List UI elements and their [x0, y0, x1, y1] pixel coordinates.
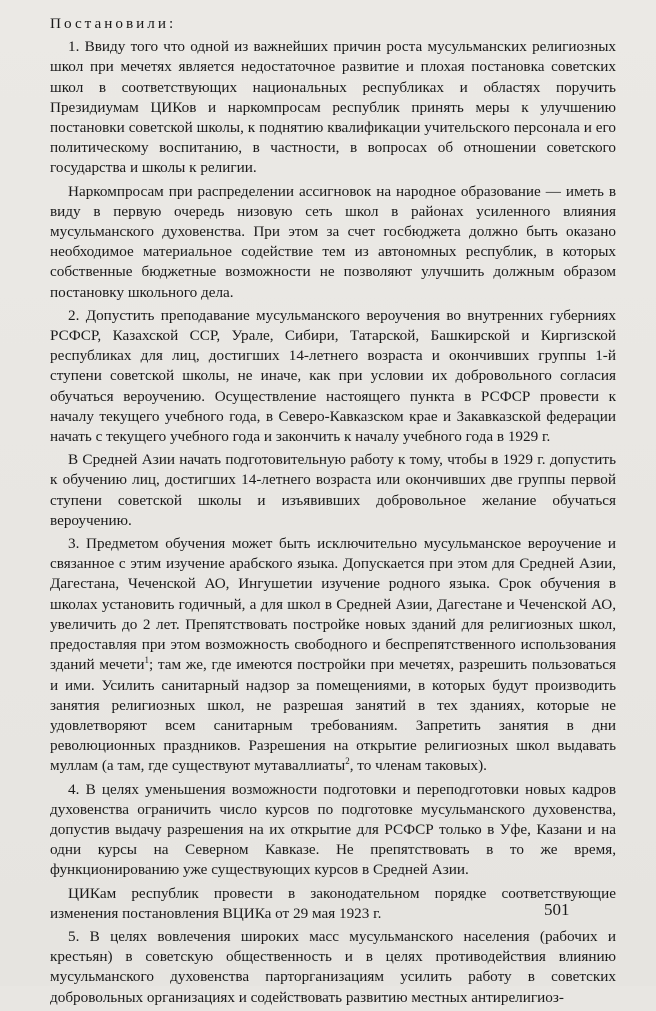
paragraph-3: 2. Допустить преподавание мусульманского вероучения во внутренних губерниях РСФСР, Казахской ССР, Урале, Сибири, Татарской, Башкирской и Киргизской республиках для лиц, достигших 14-летнего возраста и окончивших группы 1-й ступени советской школы, не иначе, как при условии их добровольного согласия обучаться вероучению. Осуществление настоящего пункта в РСФСР провести к началу текущего учебного года, в Северо-Кавказском крае и Закавказской федерации начать с текущего учебного года и закончить к началу учебного года в 1929 г.: [50, 306, 616, 446]
page-number: 501: [544, 900, 570, 919]
paragraph-7: ЦИКам республик провести в законодательном порядке соответствующие изменения постановления ВЦИКа от 29 мая 1923 г.: [50, 884, 616, 922]
paragraph-5: [50, 534, 616, 776]
document-body: [50, 14, 616, 1011]
paragraph-8: 5. В целях вовлечения широких масс мусульманского населения (рабочих и крестьян) в советскую общественность и в целях противодействия влиянию мусульманского духовенства парторганизациям усилить работу в советских добровольных организациях и содействовать развитию местных антирелигиоз-: [50, 927, 616, 1006]
footnote-ref-1: 1: [144, 655, 149, 666]
paragraph-5-part-a: 3. Предметом обучения может быть исключительно мусульманское вероучение и связанное с этим изучение арабского языка. Допускается при этом для Средней Азии, Дагестана, Чеченской АО, Ингушетии изучение родного языка. Срок обучения в школах установить годичный, а для школ в Средней Азии, Дагестане и Чеченской АО, увеличить до 2 лет. Препятствовать постройке новых зданий для религиозных школ, предоставляя при этом возможность свободного и беспрепятственного использования зданий мечети: [50, 535, 616, 674]
paragraph-5-part-b: ; там же, где имеются постройки при мечетях, разрешить пользоваться и ими. Усилить санитарный надзор за помещениями, в которых будут производить занятия религиозных школ, не разрешая занятий в тех зданиях, которые не удовлетворяют всем санитарным требованиям. Запретить занятия в дни революционных праздников. Разрешения на открытие религиозных школ выдавать муллам (а там, где существуют мутаваллиаты: [50, 656, 616, 775]
paragraph-4: В Средней Азии начать подготовительную работу к тому, чтобы в 1929 г. допустить к обучению лиц, достигших 14-летнего возраста или окончивших две группы первой ступени советской школы и изъявивших добровольное желание обучаться вероучению.: [50, 451, 616, 529]
paragraph-6: 4. В целях уменьшения возможности подготовки и переподготовки новых кадров духовенства ограничить число курсов по подготовке мусульманского духовенства, допустив выдачу разрешения на их открытие для РСФСР только в Уфе, Казани и на одни курсы на Северном Кавказе. Не препятствовать в то же время, функционированию уже существующих курсов в Средней Азии.: [50, 780, 616, 879]
footnote-ref-2: 2: [345, 756, 350, 767]
paragraph-2: Наркомпросам при распределении ассигновок на народное образование — иметь в виду в первую очередь низовую сеть школ в районах усиленного влияния мусульманского духовенства. При этом за счет госбюджета должно быть оказано необходимое материальное содействие тем из автономных республик, в которых собственные бюджетные возможности не позволяют улучшить должным образом постановку школьного дела.: [50, 182, 616, 301]
paragraph-1: 1. Ввиду того что одной из важнейших причин роста мусульманских религиозных школ при мечетях является недостаточное развитие и плохая постановка советских школ в соответствующих национальных республиках и областях поручить Президиумам ЦИКов и наркомпросам республик принять меры к улучшению постановки советской школы, к поднятию квалификации учительского персонала и его политическому воспитанию, в частности, в вопросах об отношении советского государства и школы к религии.: [50, 38, 616, 177]
paragraph-5-part-c: , то членам таковых).: [349, 757, 487, 775]
resolution-heading: Постановили:: [50, 15, 177, 32]
